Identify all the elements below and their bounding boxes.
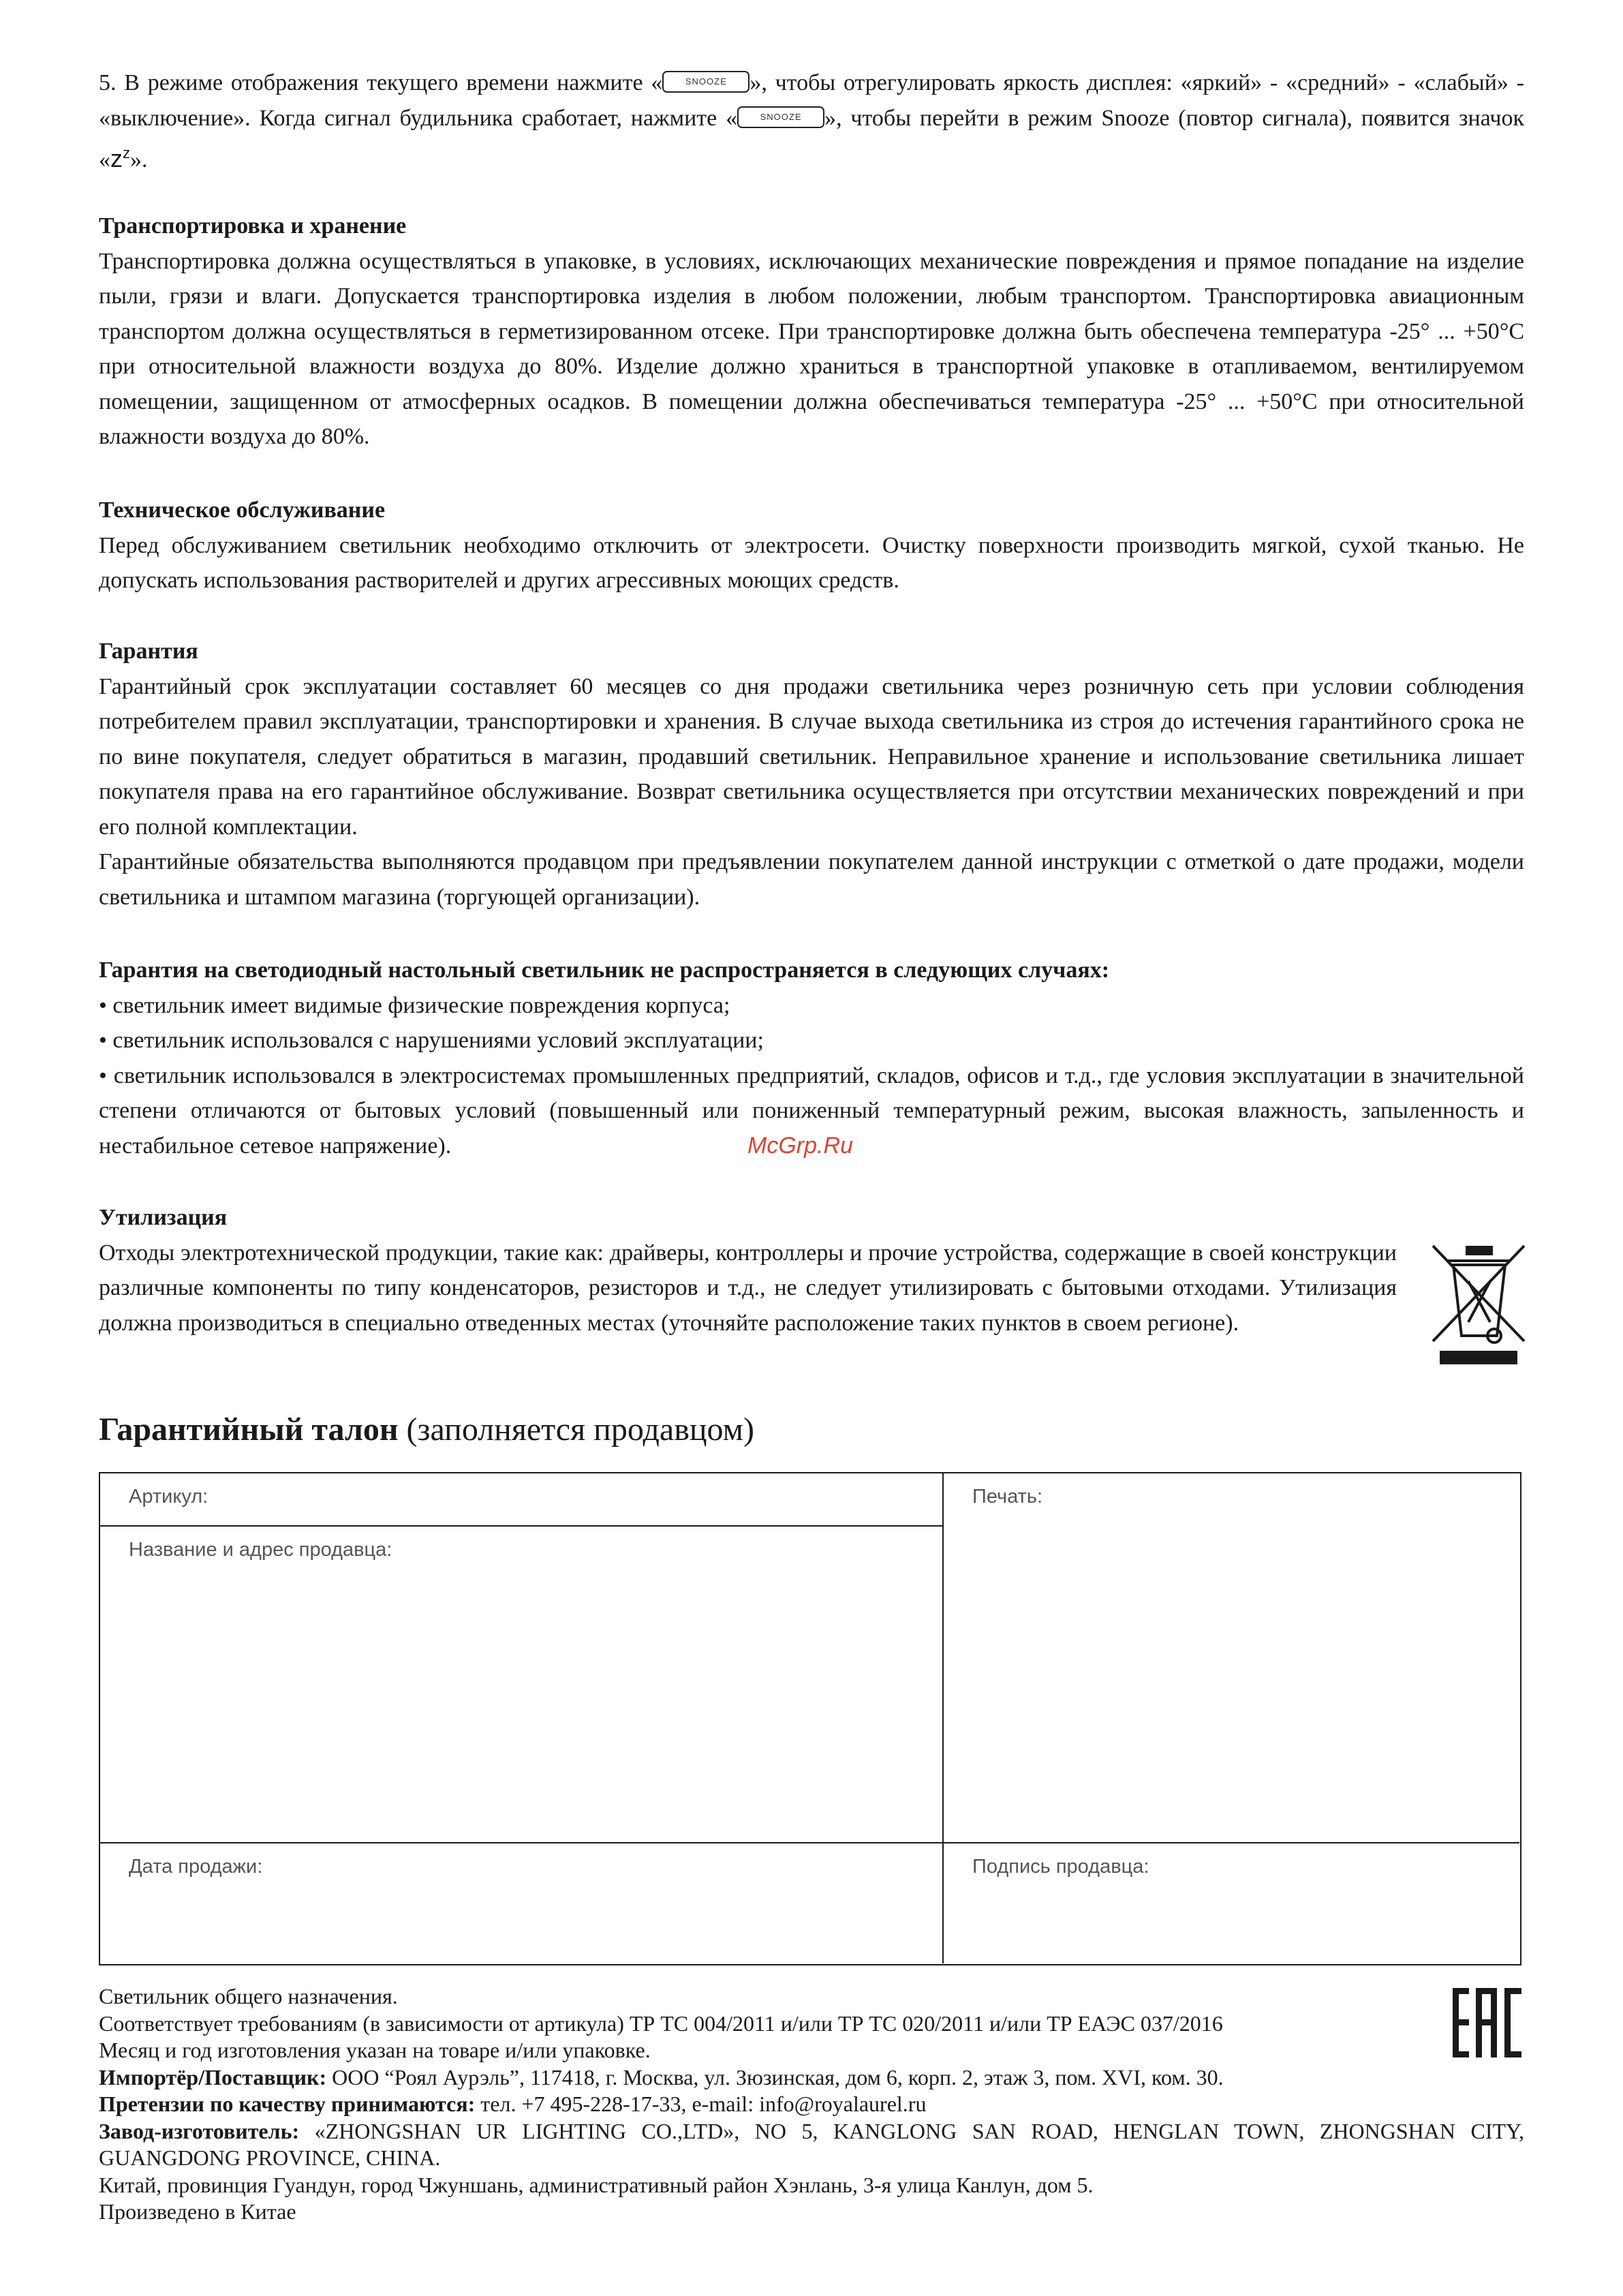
service-heading: Техническое обслуживание — [99, 498, 386, 523]
seller-label: Название и адрес продавца: — [129, 1539, 392, 1561]
footer-manufacture-date: Месяц и год изготовления указан на товаре и/или упаковке. — [99, 2038, 651, 2062]
footer-general-purpose: Светильник общего назначения. — [99, 1984, 398, 2008]
footer-compliance: Соответствует требованиям (в зависимости от артикула) ТР ТС 004/2011 и/или ТР ТС 020/2011 и/или ТР ЕАЭС 037/2016 — [99, 2010, 1223, 2036]
exclusions-heading: Гарантия на светодиодный настольный светильник не распространяется в следующих случаях: — [99, 958, 1110, 983]
snooze-zz-icon: $z^z$ — [110, 144, 130, 172]
seller-cell[interactable] — [100, 1527, 944, 1843]
intro-paragraph — [99, 65, 1524, 178]
weee-crossed-bin-icon — [1427, 1240, 1530, 1370]
transport-text: Транспортировка должна осуществляться в упаковке, в условиях, исключающих механические повреждения и прямое попадание на изделие пыли, грязи и влаги. Допускается транспортировка изделия в любом положении, любым транспортом. Транспортировка авиационным транспортом должна осуществляться в герметизированном отсеке. При транспортировке должна быть обеспечена температура -25° ... +50°С при относительной влажности воздуха до 80%. Изделие должно храниться в транспортной упаковке в отапливаемом, вентилируемом помещении, защищенном от атмосферных осадков. В помещении должна обеспечиваться температура -25° ... +50°С при относительной влажности воздуха до 80%. — [99, 248, 1524, 449]
warranty-section — [99, 634, 1524, 915]
stamp-label: Печать: — [972, 1486, 1043, 1507]
footer-address-ru: Китай, провинция Гуандун, город Чжуншань, административный район Хэнлань, 3-я улица Канлун, дом 5. — [99, 2172, 1094, 2197]
snooze-button-icon: SNOOZE — [737, 106, 824, 128]
article-cell[interactable] — [100, 1473, 944, 1527]
stamp-cell[interactable] — [944, 1473, 1519, 1843]
intro-text-2: », чтобы отрегулировать яркость дисплея: «яркий» - «средний» - «слабый» - «выключение». Когда сигнал будильника сработает, нажмите « — [99, 70, 1525, 131]
disposal-section — [99, 1200, 1397, 1341]
list-item: • светильник использовался в электросистемах промышленных предприятий, складов, офисов и т.д., где условия эксплуатации в значительной степени отличаются от бытовых условий (повышенный или пониженный температурный режим, высокая влажность, запыленность и нестабильное сетевое напряжение). — [99, 1062, 1524, 1159]
warranty-card-title-bold: Гарантийный талон — [99, 1411, 399, 1448]
footer-importer: Импортёр/Поставщик: ООО “Роял Аурэль”, 117418, г. Москва, ул. Зюзинская, дом 6, корп. 2, этаж 3, пом. XVI, ком. 30. — [99, 2064, 1224, 2090]
disposal-text: Отходы электротехнической продукции, такие как: драйверы, контроллеры и прочие устройства, содержащие в своей конструкции различные компоненты по типу конденсаторов, резисторов и т.д., не следует утилизировать с бытовыми отходами. Утилизация должна производиться в специально отведенных местах (уточняйте расположение таких пунктов в своем регионе). — [99, 1240, 1397, 1336]
sale-date-label: Дата продажи: — [129, 1856, 263, 1878]
footer — [99, 1983, 1524, 2226]
warranty-text-1: Гарантийный срок эксплуатации составляет 60 месяцев со дня продажи светильника через розничную сеть при условии соблюдения потребителем правил эксплуатации, транспортировки и хранения. В случае выхода светильника из строя до истечения гарантийного срока не по вине покупателя, следует обратиться в магазин, продавший светильник. Неправильное хранение и использование светильника лишает покупателя права на его гарантийное обслуживание. Возврат светильника осуществляется при отсутствии механических повреждений и при его полной комплектации. — [99, 673, 1524, 840]
footer-made-in: Произведено в Китае — [99, 2199, 296, 2224]
list-item: • светильник имеет видимые физические повреждения корпуса; — [99, 992, 730, 1018]
signature-label: Подпись продавца: — [972, 1856, 1149, 1878]
warranty-card — [99, 1472, 1521, 1965]
warranty-heading: Гарантия — [99, 639, 198, 664]
disposal-heading: Утилизация — [99, 1205, 228, 1230]
exclusions-section — [99, 953, 1524, 1163]
eac-mark-icon — [1451, 1988, 1523, 2057]
sale-date-cell[interactable] — [100, 1843, 944, 1963]
transport-section — [99, 209, 1524, 455]
snooze-button-icon: SNOOZE — [662, 71, 749, 93]
warranty-card-title — [99, 1409, 754, 1450]
service-section — [99, 493, 1524, 598]
intro-text-1: 5. В режиме отображения текущего времени нажмите « — [99, 70, 663, 95]
intro-text-4: ». — [130, 147, 148, 172]
watermark: McGrp.Ru — [747, 1133, 853, 1159]
service-text: Перед обслуживанием светильник необходимо отключить от электросети. Очистку поверхности производить мягкой, сухой тканью. Не допускать использования растворителей и других агрессивных моющих средств. — [99, 532, 1524, 593]
warranty-text-2: Гарантийные обязательства выполняются продавцом при предъявлении покупателем данной инструкции с отметкой о дате продажи, модели светильника и штампом магазина (торгующей организации). — [99, 849, 1524, 910]
article-label: Артикул: — [129, 1486, 208, 1507]
signature-cell[interactable] — [944, 1843, 1519, 1963]
intro-text-3: », чтобы перейти в режим Snooze (повтор сигнала), появится значок « — [99, 105, 1524, 172]
footer-claims: Претензии по качеству принимаются: тел. +7 495-228-17-33, e-mail: info@royalaurel.ru — [99, 2092, 927, 2116]
warranty-card-title-note: (заполняется продавцом) — [398, 1411, 754, 1448]
footer-manufacturer: Завод-изготовитель: «ZHONGSHAN UR LIGHTING CO.,LTD», NO 5, KANGLONG SAN ROAD, HENGLAN TOWN, ZHONGSHAN CITY, GUANGDONG PROVINCE, CHINA. — [99, 2118, 1524, 2170]
list-item: • светильник использовался с нарушениями условий эксплуатации; — [99, 1028, 764, 1053]
transport-heading: Транспортировка и хранение — [99, 213, 407, 239]
